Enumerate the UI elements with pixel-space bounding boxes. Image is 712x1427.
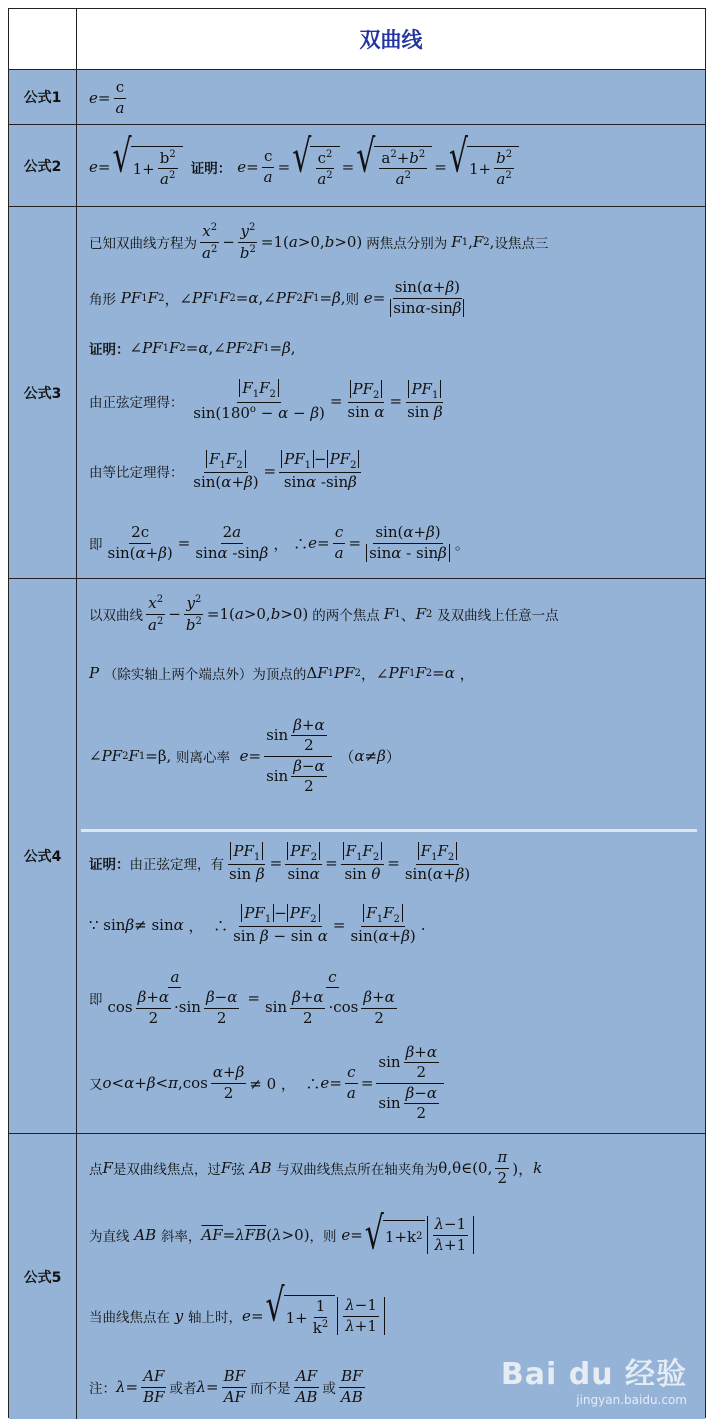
baidu-logo: Bai du 经验 bbox=[500, 1357, 687, 1392]
formula-5-content: 点 F 是双曲线焦点，过 F 弦 AB 与双曲线焦点所在轴夹角为 θ,θ∈(0, $\frac{\pi}{2}$ )， k 为直线 AB 斜率， $\overline{AF}$ = λ $\overline{FB}$ ( λ >0) ，则 e = √ 1+k 2 $\frac{\lambda-1}{\lambda+1}$ 当曲线焦点在 y 轴上时， e = √ 1+ $\frac{1}{k^2}$ $\frac{\lambda-1}{\lambda+1}$ 注： λ = $\frac{AF}{BF}$ 或者 λ = $\frac{BF}{AF}$ 而不是 $\frac{AF}{AB}$ 或 $\frac{BF}{AB}$ Bai du 经验 jingyan.baidu.com bbox=[89, 1148, 687, 1407]
formula-1-label: 公式1 bbox=[9, 70, 77, 124]
formula-3-content: 已知双曲线方程为 $\frac{x^2}{a^2}$ − $\frac{y^2}{b^2}$ =1( a >0, b >0) 两焦点分别为 F 1 , F 2 , 设焦点三 角形 PF 1 F 2 ，∠ PF 1 F 2 = α ,∠ PF 2 F 1 = β , 则 e = $\frac{\sin(\alpha+\beta)}{\sin\alpha-\sin\beta}$ 证明： ∠ PF 1 F 2 = α ,∠ PF 2 F 1 = β , 由正弦定理得： $\frac{F_1F_2}{\sin(180^o - \alpha - \beta)}$ = $\frac{PF_2}{\text{sin α}}$ = $\frac{PF_1}{\text{sin β}}$ 由等比定理得： $\frac{F_1F_2}{\sin(\alpha+\beta)}$ = $\frac{PF_1 - PF_2}{\sin\alpha -\sin\beta}$ 即 $\frac{2c}{\sin(\alpha+\beta)}$ = $\frac{2a}{\sin\alpha -\sin\beta}$ ， ∴ e = $\frac{c}{a}$ = $\frac{\sin(\alpha+\beta)}{\sin\alpha - \sin\beta}$ 。 bbox=[89, 222, 549, 562]
formula-2-row bbox=[9, 125, 705, 207]
formula-4-content: 以双曲线 $\frac{x^2}{a^2}$ − $\frac{y^2}{b^2}$ =1( a >0, b >0) 的两个焦点 F 1 、 F 2 及双曲线上任意一点 P （除实轴上两个端点外）为顶点的 Δ F 1 PF 2 ，∠ PF 1 F 2 = α ， ∠ PF 2 F 1 =β, 则离心率 e = sin $\frac{\beta+\alpha}{2}$ sin $\frac{\beta-\alpha}{2}$ （ α ≠ β ） 证明： 由正弦定理，有 $\frac{PF_1}{\text{sin β}}$ = $\frac{PF_2}{\sin\alpha}$ = $\frac{F_1F_2}{\text{sin θ}}$ = $\frac{F_1F_2}{\sin(\alpha+\beta)}$ ∵ sin β ≠ sin α ， ∴ $\frac{PF_1 - PF_2}{\text{sin β − sin α}}$ = $\frac{F_1F_2}{\sin(\alpha+\beta)}$ . 即 a cos $\frac{\beta+\alpha}{2}$ ·sin $\frac{\beta-\alpha}{2}$ = c sin $\frac{\beta+\alpha}{2}$ ·cos $\frac{\beta+\alpha}{2}$ 又 o < α + β < π ,cos $\frac{\alpha+\beta}{2}$ ≠ 0 ， ∴ e = $\frac{c}{a}$ = sin $\frac{\beta+\alpha}{2}$ sin $\frac{\beta-\alpha}{2}$ bbox=[77, 579, 705, 1133]
watermark-url: jingyan.baidu.com bbox=[576, 1393, 687, 1407]
formula-2-label: 公式2 bbox=[9, 125, 77, 206]
formula-2-content: e = √ 1+ $\frac{b^2}{a^2}$ 证明： e = $\frac{c}{a}$ = √ $\frac{c^2}{a^2}$ = √ $\frac{a^2+b^2}{a^2}$ = √ 1+ $\frac{b^2}{a^2}$ bbox=[77, 125, 705, 206]
formula-3-row bbox=[9, 207, 705, 579]
formula-1-row bbox=[9, 70, 705, 125]
header-empty-cell bbox=[9, 9, 77, 69]
formula-5-row bbox=[9, 1134, 705, 1419]
formula-5-label: 公式5 bbox=[9, 1134, 77, 1419]
table-header-row bbox=[9, 9, 705, 70]
baidu-watermark bbox=[501, 1349, 687, 1407]
formula-4-label: 公式4 bbox=[9, 579, 77, 1133]
formula-table bbox=[8, 8, 706, 1418]
formula-4-row bbox=[9, 579, 705, 1134]
section-divider bbox=[81, 829, 697, 832]
formula-3-label: 公式3 bbox=[9, 207, 77, 578]
formula-1-content: e = $\frac{c}{a}$ bbox=[89, 78, 125, 117]
page-title: 双曲线 bbox=[359, 28, 423, 52]
